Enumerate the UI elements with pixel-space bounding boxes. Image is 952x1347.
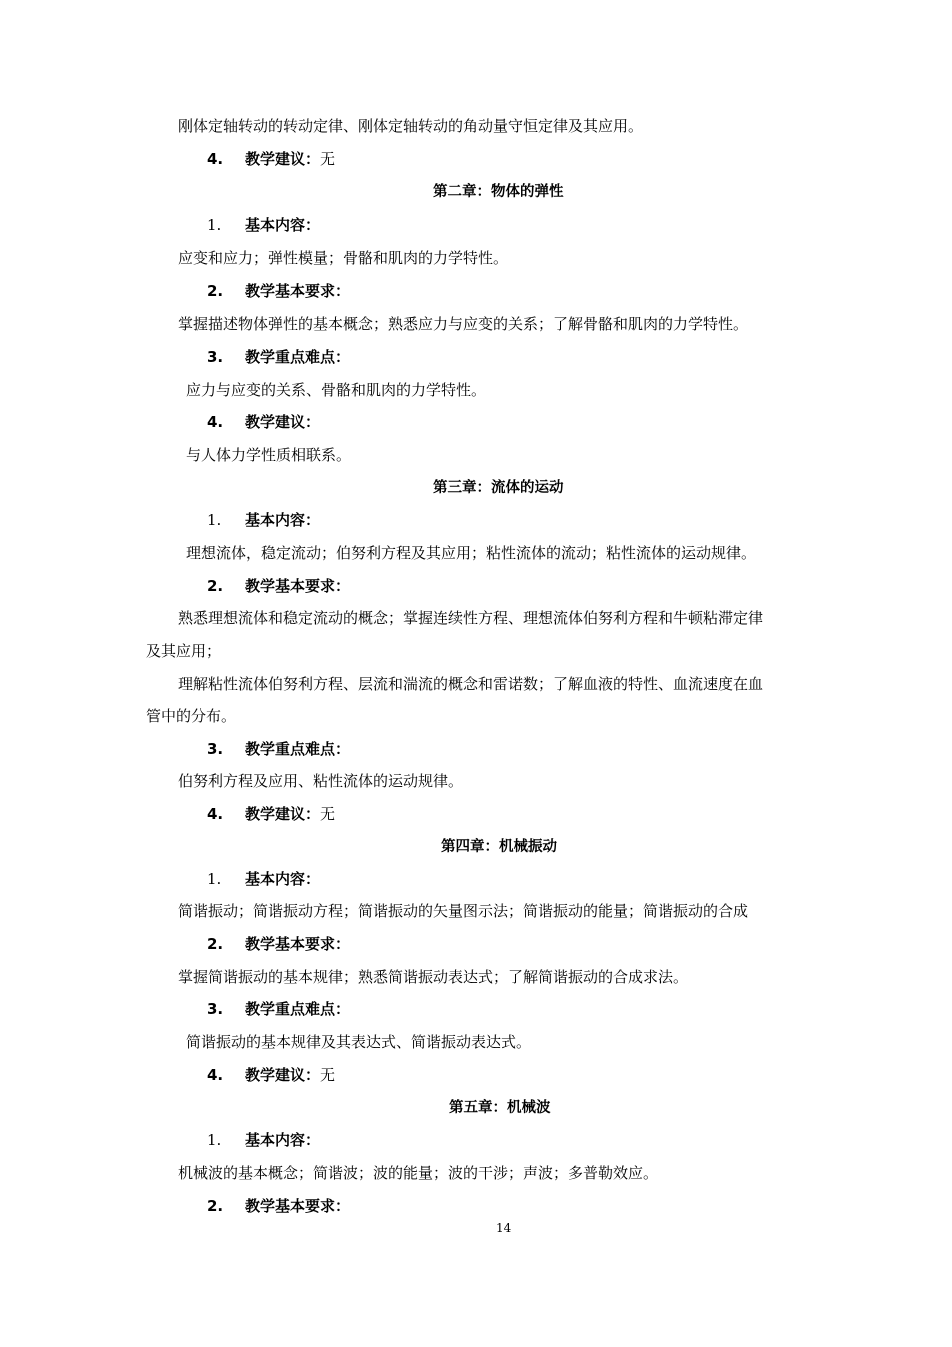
item-value: 无: [320, 150, 336, 168]
chapter-title: 第五章：机械波: [449, 1100, 551, 1116]
item-number: 2.: [207, 577, 224, 595]
body-text: 应力与应变的关系、骨骼和肌肉的力学特性。: [186, 381, 487, 399]
body-text: 与人体力学性质相联系。: [186, 446, 352, 464]
item-number: 3.: [207, 348, 224, 366]
body-text: 简谐振动；简谐振动方程；简谐振动的矢量图示法；简谐振动的能量；简谐振动的合成: [178, 902, 749, 920]
item-requirements: [207, 576, 350, 596]
item-label: 教学基本要求：: [245, 1197, 351, 1215]
item-label: 基本内容：: [245, 216, 321, 234]
item-number: 4.: [207, 150, 224, 168]
item-content: [207, 215, 320, 235]
item-number: 3.: [207, 1000, 224, 1018]
item-number: 3.: [207, 740, 224, 758]
body-text: 简谐振动的基本规律及其表达式、简谐振动表达式。: [186, 1033, 532, 1051]
item-key-points: [207, 347, 350, 367]
body-text: 及其应用；: [146, 642, 222, 660]
item-label: 教学基本要求：: [245, 935, 351, 953]
item-label: 教学建议：: [245, 413, 321, 431]
item-label: 教学基本要求：: [245, 577, 351, 595]
body-text: 伯努利方程及应用、粘性流体的运动规律。: [178, 772, 464, 790]
body-text: 机械波的基本概念；简谐波；波的能量；波的干涉；声波；多普勒效应。: [178, 1164, 659, 1182]
item-number: 4.: [207, 1066, 224, 1084]
item-number: 4.: [207, 413, 224, 431]
chapter-title: 第三章：流体的运动: [433, 480, 564, 496]
page-number: 14: [496, 1221, 512, 1235]
item-number: 1.: [207, 870, 222, 888]
item-content: [207, 869, 320, 889]
item-number: 1.: [207, 511, 222, 529]
item-number: 1.: [207, 216, 222, 234]
body-text: 应变和应力；弹性模量；骨骼和肌肉的力学特性。: [178, 249, 509, 267]
item-key-points: [207, 739, 350, 759]
chapter-title: 第四章：机械振动: [441, 839, 557, 855]
item-requirements: [207, 281, 350, 301]
item-requirements: [207, 934, 350, 954]
body-text: 掌握描述物体弹性的基本概念；熟悉应力与应变的关系；了解骨骼和肌肉的力学特性。: [178, 315, 749, 333]
item-number: 1.: [207, 1131, 222, 1149]
item-label: 教学建议：: [245, 1066, 321, 1084]
item-suggestion: [207, 804, 335, 824]
item-label: 教学重点难点：: [245, 740, 351, 758]
item-label: 教学建议：: [245, 805, 321, 823]
body-text: 管中的分布。: [146, 707, 237, 725]
body-text: 理解粘性流体伯努利方程、层流和湍流的概念和雷诺数；了解血液的特性、血流速度在血: [178, 675, 764, 693]
item-key-points: [207, 999, 350, 1019]
item-number: 2.: [207, 282, 224, 300]
item-suggestion: [207, 149, 335, 169]
item-number: 2.: [207, 935, 224, 953]
item-value: 无: [320, 805, 336, 823]
chapter-title: 第二章：物体的弹性: [433, 184, 564, 200]
item-content: [207, 510, 320, 530]
item-label: 基本内容：: [245, 870, 321, 888]
item-label: 教学重点难点：: [245, 348, 351, 366]
item-label: 教学基本要求：: [245, 282, 351, 300]
body-text: 理想流体，稳定流动；伯努利方程及其应用；粘性流体的流动；粘性流体的运动规律。: [186, 544, 757, 562]
body-text: 熟悉理想流体和稳定流动的概念；掌握连续性方程、理想流体伯努利方程和牛顿粘滞定律: [178, 609, 764, 627]
item-suggestion: [207, 1065, 335, 1085]
item-label: 基本内容：: [245, 511, 321, 529]
item-suggestion: [207, 412, 320, 432]
body-text: 掌握简谐振动的基本规律；熟悉简谐振动表达式；了解简谐振动的合成求法。: [178, 968, 689, 986]
item-value: 无: [320, 1066, 336, 1084]
item-number: 2.: [207, 1197, 224, 1215]
item-requirements: [207, 1196, 350, 1216]
body-text: 刚体定轴转动的转动定律、刚体定轴转动的角动量守恒定律及其应用。: [178, 117, 644, 135]
item-number: 4.: [207, 805, 224, 823]
item-label: 教学重点难点：: [245, 1000, 351, 1018]
item-label: 教学建议：: [245, 150, 321, 168]
item-label: 基本内容：: [245, 1131, 321, 1149]
item-content: [207, 1130, 320, 1150]
